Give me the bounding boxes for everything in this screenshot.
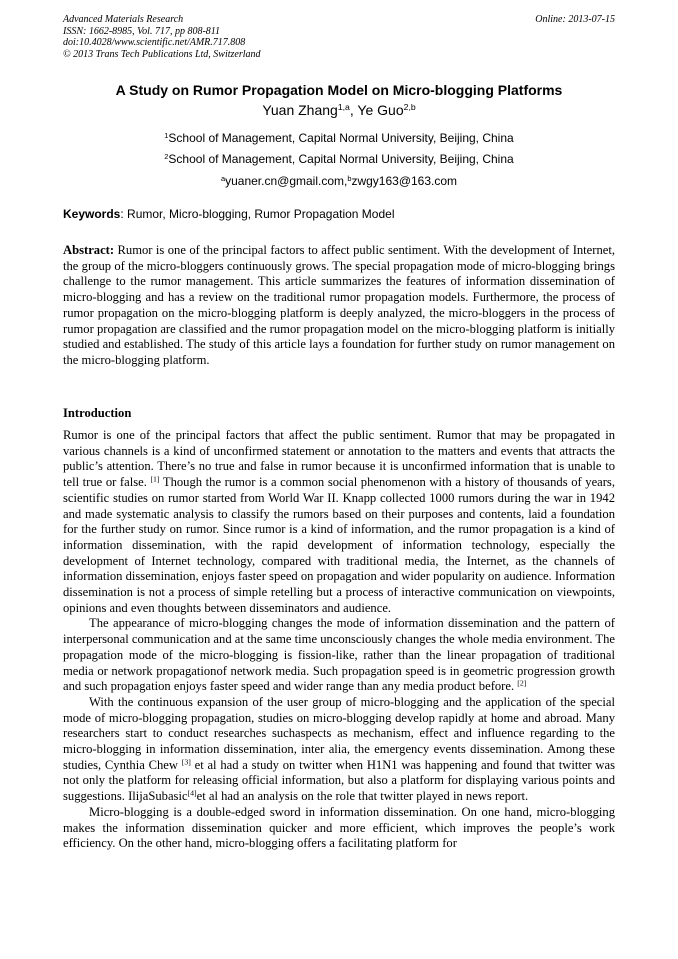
paragraph-text: With the continuous expansion of the user group of micro-blogging and the application of the special mode of micro-blogging propagation, studies on micro-blogging develop rapidly at home and abroad. Many researchers start to conduct researches suchaspects as mechanism, effect and influence regarding to the micro-blogging in information dissemination, inter alia, the emergency events dissemination. Among these studies, Cynthia Chew — [63, 694, 615, 772]
copyright-line: © 2013 Trans Tech Publications Ltd, Switzerland — [63, 48, 261, 60]
email-address: zwgy163@163.com — [351, 174, 458, 188]
affiliation-1 — [63, 131, 615, 146]
online-date: Online: 2013-07-15 — [535, 14, 615, 25]
email-mark: a — [220, 173, 226, 183]
paragraph-text: et al had a study on twitter when H1N1 was happening and found that twitter was not only the platform for releasing official information, but also a platform for displaying various points and suggestions. IlijaSubasic — [63, 757, 615, 804]
author-name: Ye Guo — [357, 102, 404, 118]
introduction-body — [63, 428, 615, 852]
affiliation-text: School of Management, Capital Normal University, Beijing, China — [168, 131, 514, 145]
author-affiliation-mark: 1,a — [337, 102, 350, 113]
citation-ref: [2] — [517, 678, 527, 688]
abstract-text: Rumor is one of the principal factors to affect public sentiment. With the development of Internet, the group of the micro-bloggers continuously grows. The special propagation mode of micro-blogging brings challenge to the rumor management. This article summarizes the features of information dissemination of micro-blogging and has a review on the traditional rumor propagation models. Furthermore, the process of rumor propagation on the micro-blogging platform is deeply analyzed, the micro-bloggers in the process of rumor propagation are classified and the rumor propagation model on the micro-blogging platform is initially studied and established. The study of this article lays a foundation for further study on rumor management on the micro-blogging platform. — [63, 243, 615, 367]
paragraph-text: The appearance of micro-blogging changes the mode of information dissemination and the pattern of interpersonal communication and at the same time unconsciously changes the whole media environment. The propagation mode of the micro-blogging is fission-like, rather than the linear propagation of traditional media or network propagationof network media. Such propagation speed is in geometric progression growth and such propagation enjoys faster speed and wider range than any media product before. — [63, 616, 615, 694]
author-separator: , — [349, 102, 358, 118]
paragraph — [63, 695, 615, 805]
affiliation-mark: 1 — [164, 130, 169, 140]
keywords-text: : Rumor, Micro-blogging, Rumor Propagation Model — [120, 207, 395, 221]
email-address: yuaner.cn@gmail.com, — [225, 174, 348, 188]
paragraph-text: Rumor is one of the principal factors that affect the public sentiment. Rumor that may be propagated in various channels is a kind of unconfirmed statement or annotation to the matters and events that attracts the public’s attention. There’s no true and false in rumor because it is unconfirmed information that is unable to tell true or false. — [63, 428, 615, 490]
section-heading-introduction: Introduction — [63, 406, 132, 420]
citation-ref: [3] — [181, 757, 191, 767]
journal-header — [63, 14, 615, 60]
journal-name: Advanced Materials Research — [63, 14, 184, 25]
author-line — [63, 101, 615, 119]
abstract-paragraph — [63, 243, 615, 369]
affiliation-text: School of Management, Capital Normal University, Beijing, China — [168, 152, 514, 166]
author-affiliation-mark: 2,b — [403, 102, 416, 113]
affiliation-mark: 2 — [164, 151, 169, 161]
abstract — [63, 243, 615, 369]
citation-ref: [1] — [150, 474, 160, 484]
paragraph — [63, 428, 615, 616]
keywords-line — [63, 207, 615, 222]
doi-line: doi:10.4028/www.scientific.net/AMR.717.808 — [63, 37, 246, 48]
affiliation-2 — [63, 152, 615, 167]
author-name: Yuan Zhang — [262, 102, 338, 118]
paragraph — [63, 616, 615, 695]
abstract-label: Abstract: — [63, 243, 115, 257]
email-mark: b — [347, 173, 352, 183]
paragraph — [63, 805, 615, 852]
issn-line: ISSN: 1662-8985, Vol. 717, pp 808-811 — [63, 25, 221, 37]
paragraph-text: Though the rumor is a common social phenomenon with a history of thousands of years, scientific studies on rumor started from World War II. Knapp collected 1000 rumors during the war in 1942 and made systematic analysis to classify the rumors based on their purposes and contents, laid a foundation for the further study on rumor. Since rumor is a kind of information, and the rumor propagation is a kind of information dissemination, with the rapid development of information technology, especially the development of Internet technology, compared with traditional media, the Internet, as the channels of information dissemination, enjoys faster speed on propagation and wider popularity on audience. Information dissemination is not a process of simple retelling but a process of interactive communication on viewpoints, opinions and even thoughts between disseminators and audience. — [63, 475, 615, 615]
email-line — [63, 174, 615, 189]
paragraph-text: Micro-blogging is a double-edged sword in information dissemination. On one hand, micro-blogging makes the information dissemination quicker and more efficient, which improves the people’s work efficiency. On the other hand, micro-blogging offers a facilitating platform for — [63, 804, 615, 851]
citation-ref: [4] — [187, 788, 197, 798]
keywords-label: Keywords — [63, 207, 121, 221]
paragraph-text: et al had an analysis on the role that twitter played in news report. — [196, 789, 529, 804]
paper-title: A Study on Rumor Propagation Model on Micro-blogging Platforms — [115, 82, 563, 98]
